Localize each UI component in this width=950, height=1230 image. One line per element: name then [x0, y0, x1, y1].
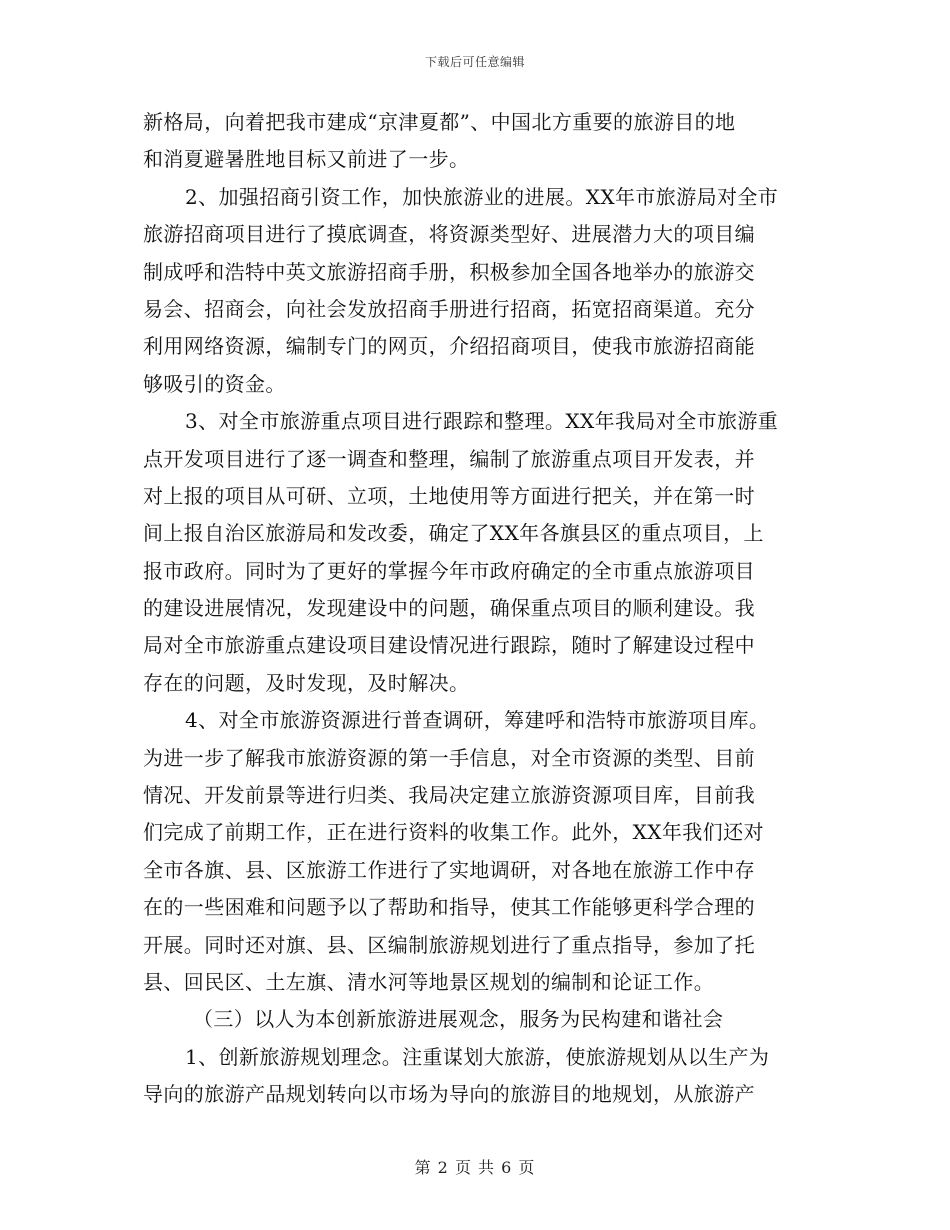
text-line: 旅游招商项目进行了摸底调查，将资源类型好、进展潜力大的项目编 [143, 222, 755, 247]
paragraph-start-line: 1、创新旅游规划理念。注重谋划大旅游，使旅游规划从以生产为 [185, 1044, 770, 1069]
text-line: 点开发项目进行了逐一调查和整理，编制了旅游重点项目开发表，并 [143, 446, 755, 471]
text-line: 情况、开发前景等进行归类、我局决定建立旅游资源项目库，目前我 [143, 783, 755, 808]
text-line: 导向的旅游产品规划转向以市场为导向的旅游目的地规划，从旅游产 [143, 1082, 755, 1107]
text-line: 局对全市旅游重点建设项目建设情况进行跟踪，随时了解建设过程中 [143, 633, 755, 658]
text-line: 全市各旗、县、区旅游工作进行了实地调研，对各地在旅游工作中存 [143, 857, 755, 882]
text-line: 新格局，向着把我市建成“京津夏都”、中国北方重要的旅游目的地 [143, 110, 736, 134]
paragraph-start-line: 3、对全市旅游重点项目进行跟踪和整理。XX年我局对全市旅游重 [185, 409, 779, 434]
page-number-footer: 第 2 页 共 6 页 [414, 1158, 536, 1177]
text-line: 存在的问题，及时发现，及时解决。 [143, 670, 470, 695]
text-line: 开展。同时还对旗、县、区编制旅游规划进行了重点指导，参加了托 [143, 932, 755, 957]
text-line: 县、回民区、土左旗、清水河等地景区规划的编制和论证工作。 [143, 969, 715, 994]
text-line: 对上报的项目从可研、立项，土地使用等方面进行把关，并在第一时 [143, 483, 755, 508]
page-header: 下载后可任意编辑 [424, 55, 525, 69]
section-heading: （三）以人为本创新旅游进展观念，服务为民构建和谐社会 [193, 1007, 724, 1032]
text-line: 报市政府。同时为了更好的掌握今年市政府确定的全市重点旅游项目 [143, 558, 755, 583]
text-line: 在的一些困难和问题予以了帮助和指导，使其工作能够更科学合理的 [143, 895, 755, 920]
text-line: 制成呼和浩特中英文旅游招商手册，积极参加全国各地举办的旅游交 [143, 259, 755, 284]
text-line: 间上报自治区旅游局和发改委，确定了XX年各旗县区的重点项目，上 [143, 521, 764, 546]
text-line: 们完成了前期工作，正在进行资料的收集工作。此外，XX年我们还对 [143, 820, 764, 845]
text-line: 够吸引的资金。 [143, 371, 286, 396]
text-line: 易会、招商会，向社会发放招商手册进行招商，拓宽招商渠道。充分 [143, 296, 755, 321]
paragraph-start-line: 2、加强招商引资工作，加快旅游业的进展。XX年市旅游局对全市 [185, 184, 779, 209]
paragraph-start-line: 4、对全市旅游资源进行普查调研，筹建呼和浩特市旅游项目库。 [185, 708, 770, 733]
text-line: 为进一步了解我市旅游资源的第一手信息，对全市资源的类型、目前 [143, 745, 755, 770]
text-line: 利用网络资源，编制专门的网页，介绍招商项目，使我市旅游招商能 [143, 334, 755, 359]
text-line: 和消夏避暑胜地目标又前进了一步。 [143, 147, 470, 172]
document-body [143, 104, 815, 1114]
text-line: 的建设进展情况，发现建设中的问题，确保重点项目的顺利建设。我 [143, 596, 755, 621]
